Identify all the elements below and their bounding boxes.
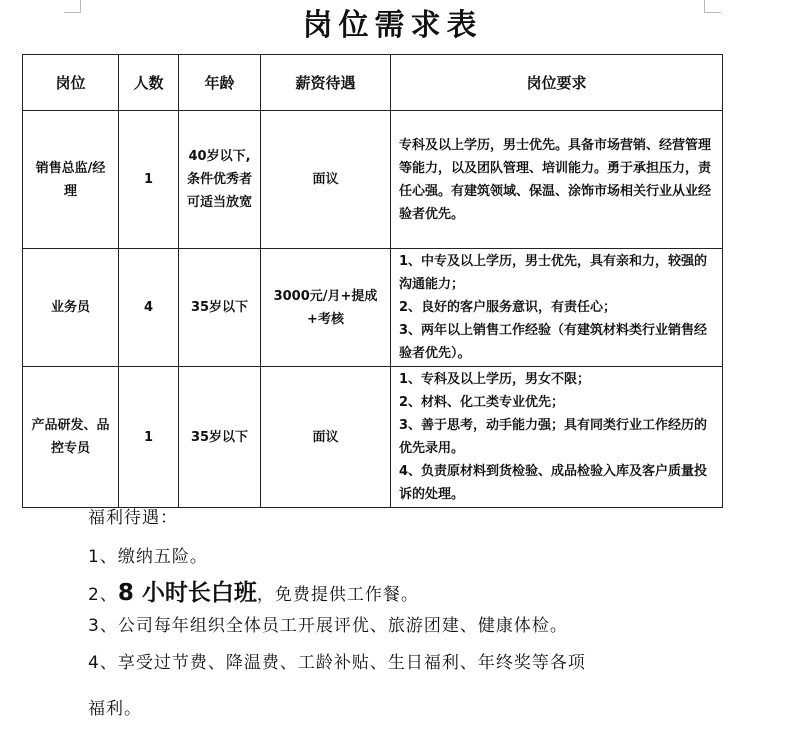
benefit-item-suffix: ，免费提供工作餐。 <box>256 585 419 605</box>
cell-count: 1 <box>119 367 179 508</box>
benefit-item-prefix: 2、 <box>88 585 118 605</box>
cell-position: 产品研发、品控专员 <box>23 367 119 508</box>
benefits-heading: 福利待遇： <box>88 508 178 528</box>
cell-age: 35岁以下 <box>179 249 261 367</box>
header-salary: 薪资待遇 <box>261 55 391 111</box>
cell-count: 4 <box>119 249 179 367</box>
table-header-row <box>23 55 723 111</box>
benefit-item: 3、公司每年组织全体员工开展评优、旅游团建、健康体检。 <box>88 616 568 636</box>
cell-position: 销售总监/经理 <box>23 111 119 249</box>
cell-salary: 面议 <box>261 111 391 249</box>
table-row <box>23 249 723 367</box>
benefit-item: 4、享受过节费、降温费、工龄补贴、生日福利、年终奖等各项 <box>88 653 586 673</box>
requirement-line: 4、负责原材料到货检验、成品检验入库及客户质量投诉的处理。 <box>399 464 708 502</box>
benefit-item-continuation: 福利。 <box>88 699 142 719</box>
table-row <box>23 111 723 249</box>
cell-age: 35岁以下 <box>179 367 261 508</box>
header-count: 人数 <box>119 55 179 111</box>
header-requirements: 岗位要求 <box>391 55 723 111</box>
cell-requirements <box>391 111 723 249</box>
job-requirements-table <box>22 54 723 508</box>
benefit-item: 1、缴纳五险。 <box>88 547 208 567</box>
requirement-line: 2、材料、化工类专业优先； <box>399 395 565 410</box>
requirement-line: 专科及以上学历，男士优先。具备市场营销、经营管理等能力，以及团队管理、培训能力。勇于承担压力，责任心强。有建筑领域、保温、涂饰市场相关行业从业经验者优先。 <box>399 137 712 222</box>
cell-position: 业务员 <box>23 249 119 367</box>
requirement-line: 1、中专及以上学历，男士优先，具有亲和力，较强的沟通能力； <box>399 254 708 292</box>
cell-salary: 3000元/月+提成+考核 <box>261 249 391 367</box>
requirement-line: 1、专科及以上学历，男女不限； <box>399 372 591 387</box>
benefit-item-highlight: 8 小时长白班 <box>117 580 257 606</box>
header-position: 岗位 <box>23 55 119 111</box>
header-age: 年龄 <box>179 55 261 111</box>
benefit-item <box>88 576 419 612</box>
cell-requirements <box>391 249 723 367</box>
page-title: 岗位需求表 <box>302 8 483 43</box>
requirement-line: 2、良好的客户服务意识，有责任心； <box>399 300 617 315</box>
cell-salary: 面议 <box>261 367 391 508</box>
table-row <box>23 367 723 508</box>
cell-age: 40岁以下,条件优秀者可适当放宽 <box>179 111 261 249</box>
cell-requirements <box>391 367 723 508</box>
cell-count: 1 <box>119 111 179 249</box>
requirement-line: 3、善于思考，动手能力强；具有同类行业工作经历的优先录用。 <box>399 418 708 456</box>
requirement-line: 3、两年以上销售工作经验（有建筑材料类行业销售经验者优先）。 <box>399 323 708 361</box>
